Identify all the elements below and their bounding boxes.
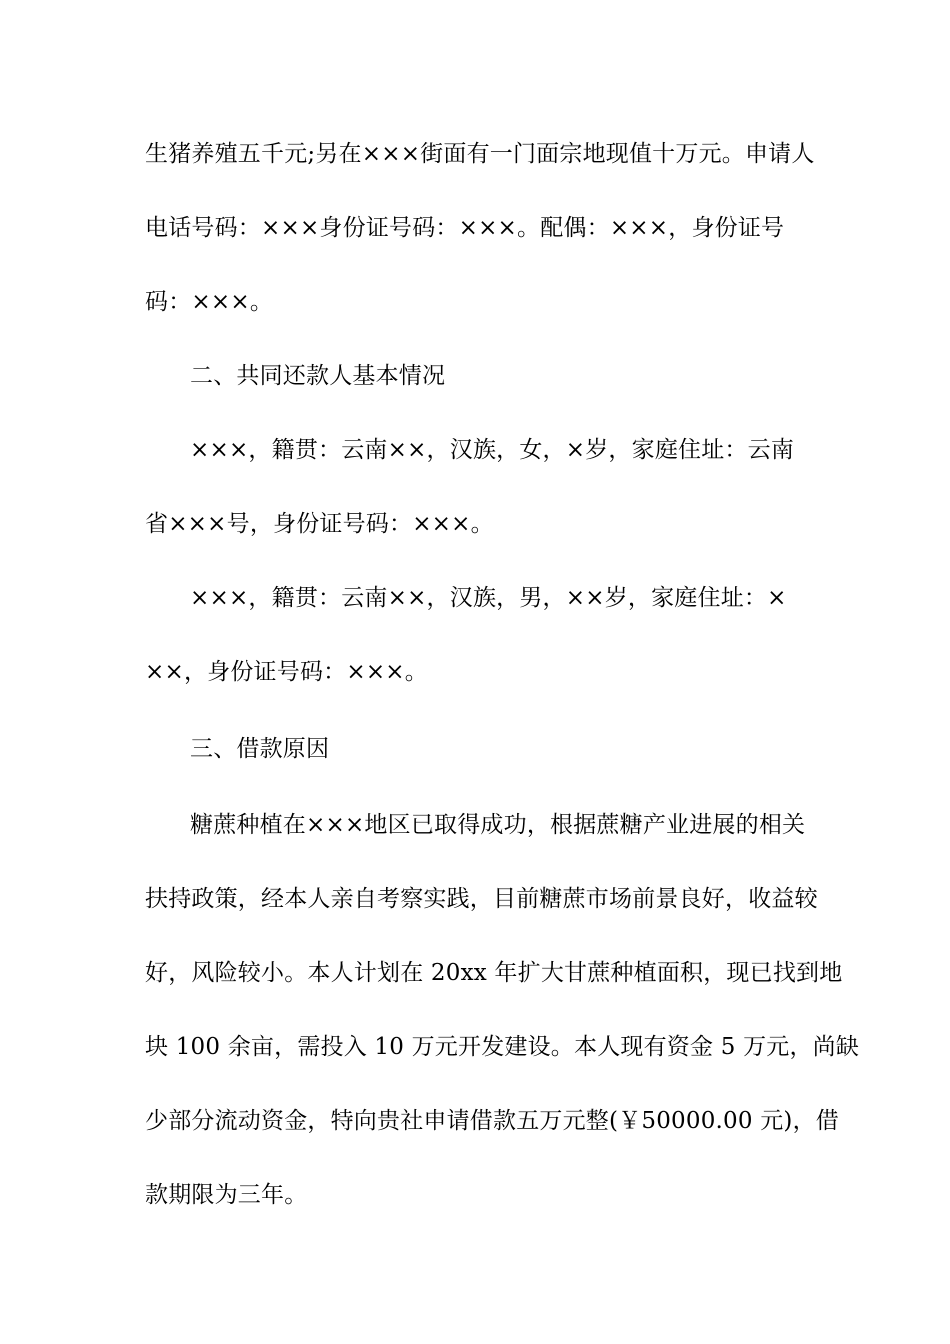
text-line-8: ××，身份证号码：×××。 (145, 659, 428, 685)
text-line-5: ×××，籍贯：云南××，汉族，女，×岁，家庭住址：云南 (190, 437, 795, 463)
text-line-7: ×××，籍贯：云南××，汉族，男，××岁，家庭住址：× (190, 585, 787, 611)
section-heading-co-repayer: 二、共同还款人基本情况 (190, 363, 446, 389)
text-line-6: 省×××号，身份证号码：×××。 (145, 511, 494, 537)
text-line-11: 扶持政策，经本人亲自考察实践，目前糖蔗市场前景良好，收益较 (145, 886, 818, 912)
text-line-1: 生猪养殖五千元;另在×××街面有一门面宗地现值十万元。申请人 (145, 141, 815, 167)
text-line-13: 块 100 余亩，需投入 10 万元开发建设。本人现有资金 5 万元，尚缺 (145, 1034, 860, 1060)
text-line-3: 码：×××。 (145, 289, 274, 315)
text-line-12: 好，风险较小。本人计划在 20xx 年扩大甘蔗种植面积，现已找到地 (145, 960, 843, 986)
text-line-15: 款期限为三年。 (145, 1182, 308, 1208)
section-heading-loan-reason: 三、借款原因 (190, 736, 330, 762)
text-line-14: 少部分流动资金，特向贵社申请借款五万元整(￥50000.00 元)，借 (145, 1108, 840, 1134)
text-line-10: 糖蔗种植在×××地区已取得成功，根据蔗糖产业进展的相关 (190, 812, 806, 838)
text-line-2: 电话号码：×××身份证号码：×××。配偶：×××，身份证号 (145, 215, 785, 241)
